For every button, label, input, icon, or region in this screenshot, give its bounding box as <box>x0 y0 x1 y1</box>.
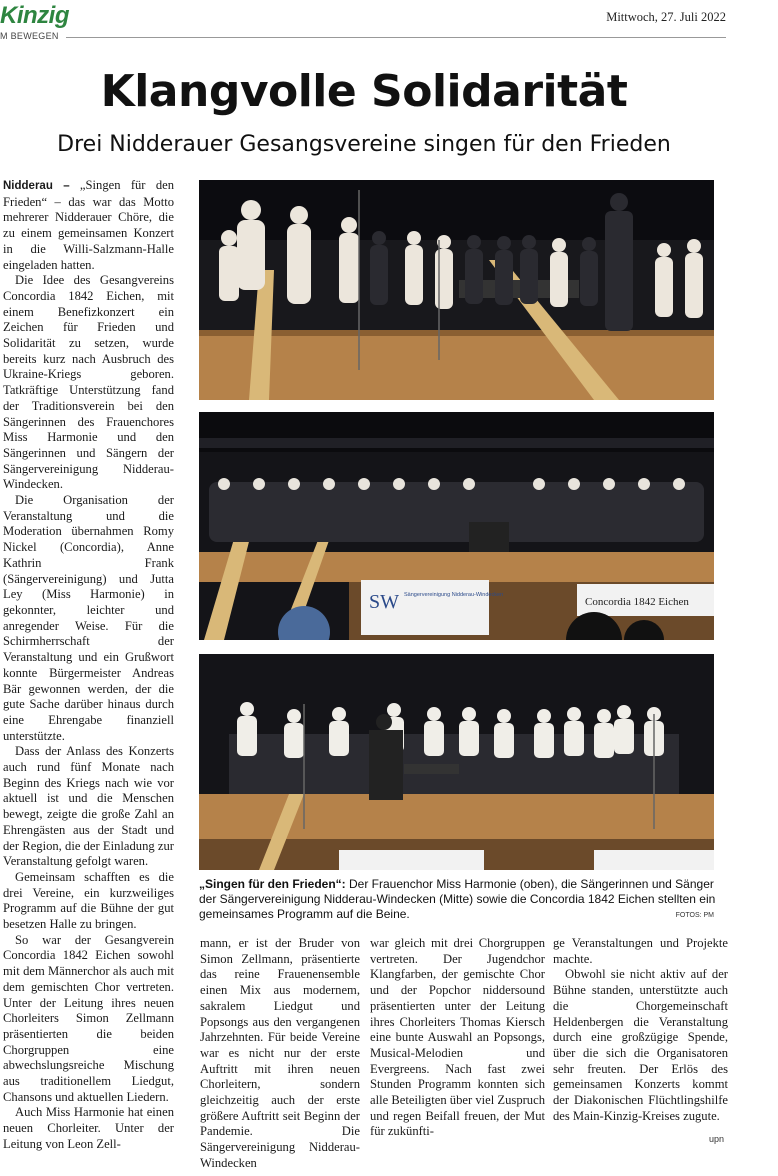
paragraph: mann, er ist der Bruder von Simon Zellmann, präsentierte das reine Frauenensemble einen Mix aus modernem, sakralem Liedgut und Popsongs aus den vergangenen Jahrzehnten. Für beide Vereine war es nicht nur der erste Auftritt mit ihren neuen Chorleitern, sondern gleichzeitig auch der erste größere Auftritt seit Beginn der Pandemie. Die Sängervereinigung Nidderau-Windecken <box>200 936 360 1170</box>
photo-womens-choir <box>199 180 714 400</box>
author-signature: upn <box>708 1134 724 1144</box>
photo-caption <box>199 877 719 922</box>
article-column-2 <box>200 936 360 1172</box>
masthead-tagline: M BEWEGEN <box>0 31 59 41</box>
paragraph: Gemeinsam schafften es die drei Vereine, ein kurzweiliges Programm auf die Bühne der gut besetzen Halle zu bringen. <box>3 869 174 932</box>
photo-mixed-choir <box>199 412 714 640</box>
paragraph: Die Idee des Gesangvereins Concordia 1842 Eichen, mit einem Benefizkonzert ein Zeichen für Frieden und Solidarität zu setzen, wurde bereits kurz nach Ausbruch des Ukraine-Kriegs geboren. Tatkräftige Unterstützung fand der Traditionsverein bei den Sängerinnen des Frauenchores Miss Harmonie und den Sängerinnen und Sängern der Sängervereinigung Nidderau-Windecken. <box>3 273 174 492</box>
mens-choir-image <box>199 654 714 870</box>
svg-text:SW: SW <box>369 591 399 613</box>
article-column-1 <box>3 178 174 1153</box>
article-column-4 <box>553 936 728 1124</box>
banner-left-text: Sängervereinigung Nidderau-Windecken <box>404 592 504 598</box>
paragraph: Auch Miss Harmonie hat einen neuen Chorleiter. Unter der Leitung von Leon Zell- <box>3 1105 174 1151</box>
lead-paragraph <box>3 178 174 273</box>
banner-right-text: Concordia 1842 Eichen <box>585 596 689 608</box>
paragraph: Obwohl sie nicht aktiv auf der Bühne standen, unterstützte auch die Chorgemeinschaft Heldenbergen die Veranstaltung durch eine großzügige Spende, über die sich die Organisatoren sehr freuten. Der Erlös des gemeinsamen Konzerts kommt der Diakonischen Flüchtlingshilfe des Main-Kinzig-Kreises zugute. <box>553 967 728 1123</box>
subheadline: Drei Nidderauer Gesangsvereine singen für den Frieden <box>57 132 671 157</box>
headline: Klangvolle Solidarität <box>100 66 628 117</box>
womens-choir-image <box>199 180 714 400</box>
paragraph: Dass der Anlass des Konzerts auch rund fünf Monate nach Beginn des Kriegs nach wie vor aktuell ist und die Menschen bewegt, zeigte die große Zahl an Ehrengästen aus der Stadt und der Region, die der Einladung zur Veranstaltung gefolgt waren. <box>3 744 174 869</box>
caption-title: „Singen für den Frieden“: <box>199 877 346 891</box>
paragraph: ge Veranstaltungen und Projekte machte. <box>553 936 728 966</box>
paragraph: „Singen für den Frieden“ – das war das Motto mehrerer Nidderauer Chöre, die zu einem gemeinsamen Konzert in die Willi-Salzmann-Halle eingeladen hatten. <box>3 178 174 272</box>
caption-text: Der Frauenchor Miss Harmonie (oben), die Sängerinnen und Sänger der Sängervereinigung Nidderau-Windecken (Mitte) sowie die Concordia 1842 Eichen stellten ein gemeinsames Programm auf die Beine. <box>199 877 716 921</box>
masthead <box>0 0 778 44</box>
newspaper-logo: Kinzig <box>0 2 69 29</box>
issue-date: Mittwoch, 27. Juli 2022 <box>606 10 726 24</box>
paragraph: Die Organisation der Veranstaltung und die Moderation übernahmen Romy Nickel (Concordia), Anne Kathrin Frank (Sängervereinigung) und Jutta Ley (Miss Harmonie) in gekonnter, leichter und anregender Weise. Für die Schirmherrschaft der Veranstaltung und ein Grußwort konnte Bürgermeister Andreas Bär gewonnen werden, der die gute Sache darüber hinaus durch eine Ehrengabe finanziell unterstützte. <box>3 493 174 743</box>
photo-mens-choir <box>199 654 714 870</box>
masthead-rule <box>66 37 726 38</box>
paragraph: war gleich mit drei Chorgruppen vertreten. Der Jugendchor Klangfarben, der gemischte Chor und der Popchor niddersound präsentierten unter der Leitung ihres Chorleiters Thomas Kiersch eine bunte Auswahl an Popsongs, Musical-Melodien und Evergreens. Nach fast zwei Stunden Programm konnten sich alle Beteiligten über viel Zuspruch und regen Beifall freuen, der Mut für zukünfti- <box>370 936 545 1139</box>
mixed-choir-image <box>199 412 714 640</box>
lead-place: Nidderau – <box>3 180 70 192</box>
paragraph: So war der Gesangverein Concordia 1842 Eichen sowohl mit dem Männerchor als auch mit dem gemischten Chor vertreten. Unter der Leitung ihres neuen Chorleiters Simon Zellmann präsentierten die beiden Chorgruppen eine abwechslungsreiche Mischung aus traditionellem Liedgut, Chansons und aktuellen Liedern. <box>3 932 174 1104</box>
photo-credit: FOTOS: PM <box>675 912 714 919</box>
article-column-3 <box>370 936 545 1140</box>
